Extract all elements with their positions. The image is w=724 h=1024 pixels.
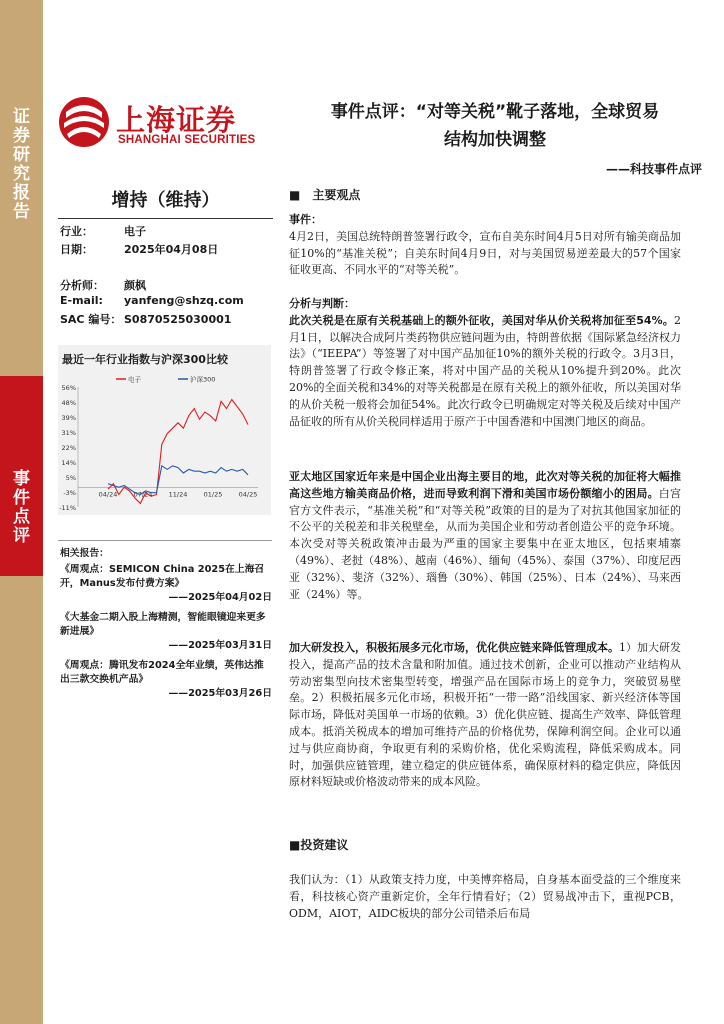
info-sac-value: S0870525030001 [124, 313, 232, 326]
section-investment-advice: ■投资建议 [289, 838, 349, 852]
x-tick-label: 11/24 [168, 490, 188, 499]
analysis-block [289, 296, 681, 430]
analysis-paragraph-2 [289, 469, 681, 603]
info-analyst-key: 分析师： [60, 279, 104, 292]
event-block [289, 212, 681, 279]
report-title [285, 98, 705, 154]
event-label: 事件： [289, 213, 322, 226]
sidebar-category: 事件点评 [13, 469, 30, 546]
info-date-value: 2025年04月08日 [124, 243, 219, 256]
info-analyst-value: 颜枫 [124, 279, 146, 292]
logo-mark-icon [58, 96, 110, 148]
event-text: 4月2日，美国总统特朗普签署行政令，宣布自美东时间4月5日对所有输美商品加征10%的“基准关税”；自美东时间4月9日，对与美国贸易逆差最大的57个国家征收更高、不同水平的“对等关税”。 [289, 229, 681, 277]
info-sac [60, 311, 231, 327]
info-date-key: 日期： [60, 243, 93, 256]
info-email-value: yanfeng@shzq.com [124, 294, 244, 307]
company-logo [58, 96, 258, 152]
p1-lead: 此次关税是在原有关税基础上的额外征收，美国对华从价关税将加征至54%。 [289, 313, 674, 327]
p2-body: 白宫官方文件表示，“基准关税”和“对等关税”政策的目的是为了对抗其他国家加征的不公平的关税差和非关税壁垒，从而为美国企业和劳动者创造公平的竞争环境。本次受对等关税政策冲击最为严重的国家主要集中在亚太地区，包括柬埔寨（49%）、老挝（48%）、越南（46%）、缅甸（45%）、泰国（37%）、印度尼西亚（32%）、斐济（32%）、瑙鲁（30%）、韩国（25%）、日本（24%）、马来西亚（24%）等。 [289, 486, 682, 601]
analysis-paragraph-1 [289, 313, 681, 431]
x-tick-label: 04/25 [238, 490, 258, 499]
y-tick-label: 22% [61, 444, 76, 452]
logo-cn-text: 上海证券 [116, 103, 237, 137]
chart-title: 最近一年行业指数与沪深300比较 [62, 353, 228, 366]
investment-paragraph: 我们认为：（1）从政策支持力度，中美博弈格局，自身基本面受益的三个维度来看，科技核心资产重新定价，全年行情看好；（2）贸易战冲击下，重视PCB，ODM，AIOT，AIDC板块的部分公司错杀后布局 [289, 873, 681, 920]
sidebar-strip [0, 0, 43, 1024]
p3-lead: 加大研发投入，积极拓展多元化市场，优化供应链来降低管理成本。 [289, 641, 619, 654]
info-sac-key: SAC 编号： [60, 313, 122, 326]
info-industry-key: 行业： [60, 225, 93, 238]
p2-lead: 亚太地区国家近年来是中国企业出海主要目的地，此次对等关税的加征将大幅推高这些地方输美商品价格，进而导致利润下滑和美国市场份额缩小的困局。 [289, 470, 681, 500]
related-report-date: ——2025年03月31日 [168, 640, 272, 651]
x-tick-label: 07/24 [133, 490, 153, 499]
related-report-item[interactable]: 《周观点：SEMICON China 2025在上海召开，Manus发布付费方案》 [60, 564, 265, 589]
related-report-date: ——2025年04月02日 [168, 592, 272, 603]
p1-body: 2月1日，以解决合成阿片类药物供应链问题为由，特朗普依据《国际紧急经济权力法》（“IEEPA”）等签署了对中国产品加征10%的额外关税的行政令。3月3日，特朗普签署了行政令修正案，将对中国产品的关税从10%提升到20%。此次20%的全面关税和34%的对等关税都是在原有关税上的额外征收，所以美国对华的从价关税一般将会加征54%。此次行政令已明确规定对等关税及后续对中国产品征收的所有从价关税同样适用于原产于中国香港和中国澳门地区的商品。 [289, 313, 681, 428]
report-title-line1: 事件点评：“对等关税”靴子落地，全球贸易 [330, 102, 660, 122]
section-main-points: ■ 主要观点 [289, 188, 361, 202]
y-tick-label: -3% [63, 489, 76, 497]
x-tick-label: 01/25 [203, 490, 223, 499]
y-tick-label: 48% [61, 399, 76, 407]
y-tick-label: 14% [61, 459, 76, 467]
related-report-item[interactable]: 《大基金二期入股上海精测，智能眼镜迎来更多新进展》 [60, 612, 266, 637]
analysis-label: 分析与判断： [289, 297, 355, 310]
related-reports [60, 547, 272, 707]
chart-svg [58, 345, 271, 515]
related-reports-heading: 相关报告： [60, 548, 109, 559]
sidebar-report-type: 证券研究报告 [13, 107, 30, 222]
info-date [60, 241, 218, 257]
index-comparison-chart [58, 345, 271, 515]
x-tick-label: 04/24 [98, 490, 118, 499]
rating-label: 增持（维持） [58, 186, 273, 219]
p3-body: 1）加大研发投入，提高产品的技术含量和附加值。通过技术创新，企业可以推动产业结构从劳动密集型向技术密集型转变，增强产品在国际市场上的竞争力，突破贸易壁垒。2）积极拓展多元化市场，积极开拓“一带一路”沿线国家、新兴经济体等国际市场，降低对美国单一市场的依赖。3）优化供应链、提高生产效率、降低管理成本。抵消关税成本的增加可维持产品的价格优势，保障利润空间。企业可以通过与供应商协商，争取更有利的采购价格，优化采购流程，降低采购成本。同时，加强供应链管理，建立稳定的供应链体系，确保原材料的稳定供应，降低因原材料短缺或价格波动带来的成本风险。 [289, 641, 681, 789]
related-report-date: ——2025年03月26日 [168, 688, 272, 699]
y-tick-label: 39% [61, 414, 76, 422]
sidebar-red-block [0, 376, 43, 576]
series-line-electronics [108, 400, 248, 504]
y-tick-label: 31% [61, 429, 76, 437]
y-tick-label: 56% [61, 384, 76, 392]
related-report-item[interactable]: 《周观点：腾讯发布2024全年业绩，英伟达推出三款交换机产品》 [60, 660, 264, 685]
info-industry [60, 223, 146, 239]
y-tick-label: 5% [65, 474, 76, 482]
report-title-line2: 结构加快调整 [444, 130, 546, 150]
info-analyst [60, 277, 146, 293]
analysis-paragraph-3 [289, 640, 681, 791]
legend-label: 电子 [128, 375, 141, 384]
legend-label: 沪深300 [190, 375, 216, 384]
info-email [60, 294, 244, 307]
report-subtitle: ——科技事件点评 [605, 162, 702, 176]
y-tick-label: -11% [59, 504, 76, 512]
info-email-key: E-mail: [60, 294, 103, 307]
logo-en-text: SHANGHAI SECURITIES [118, 134, 256, 146]
reports-divider [58, 540, 272, 541]
info-industry-value: 电子 [124, 225, 146, 238]
